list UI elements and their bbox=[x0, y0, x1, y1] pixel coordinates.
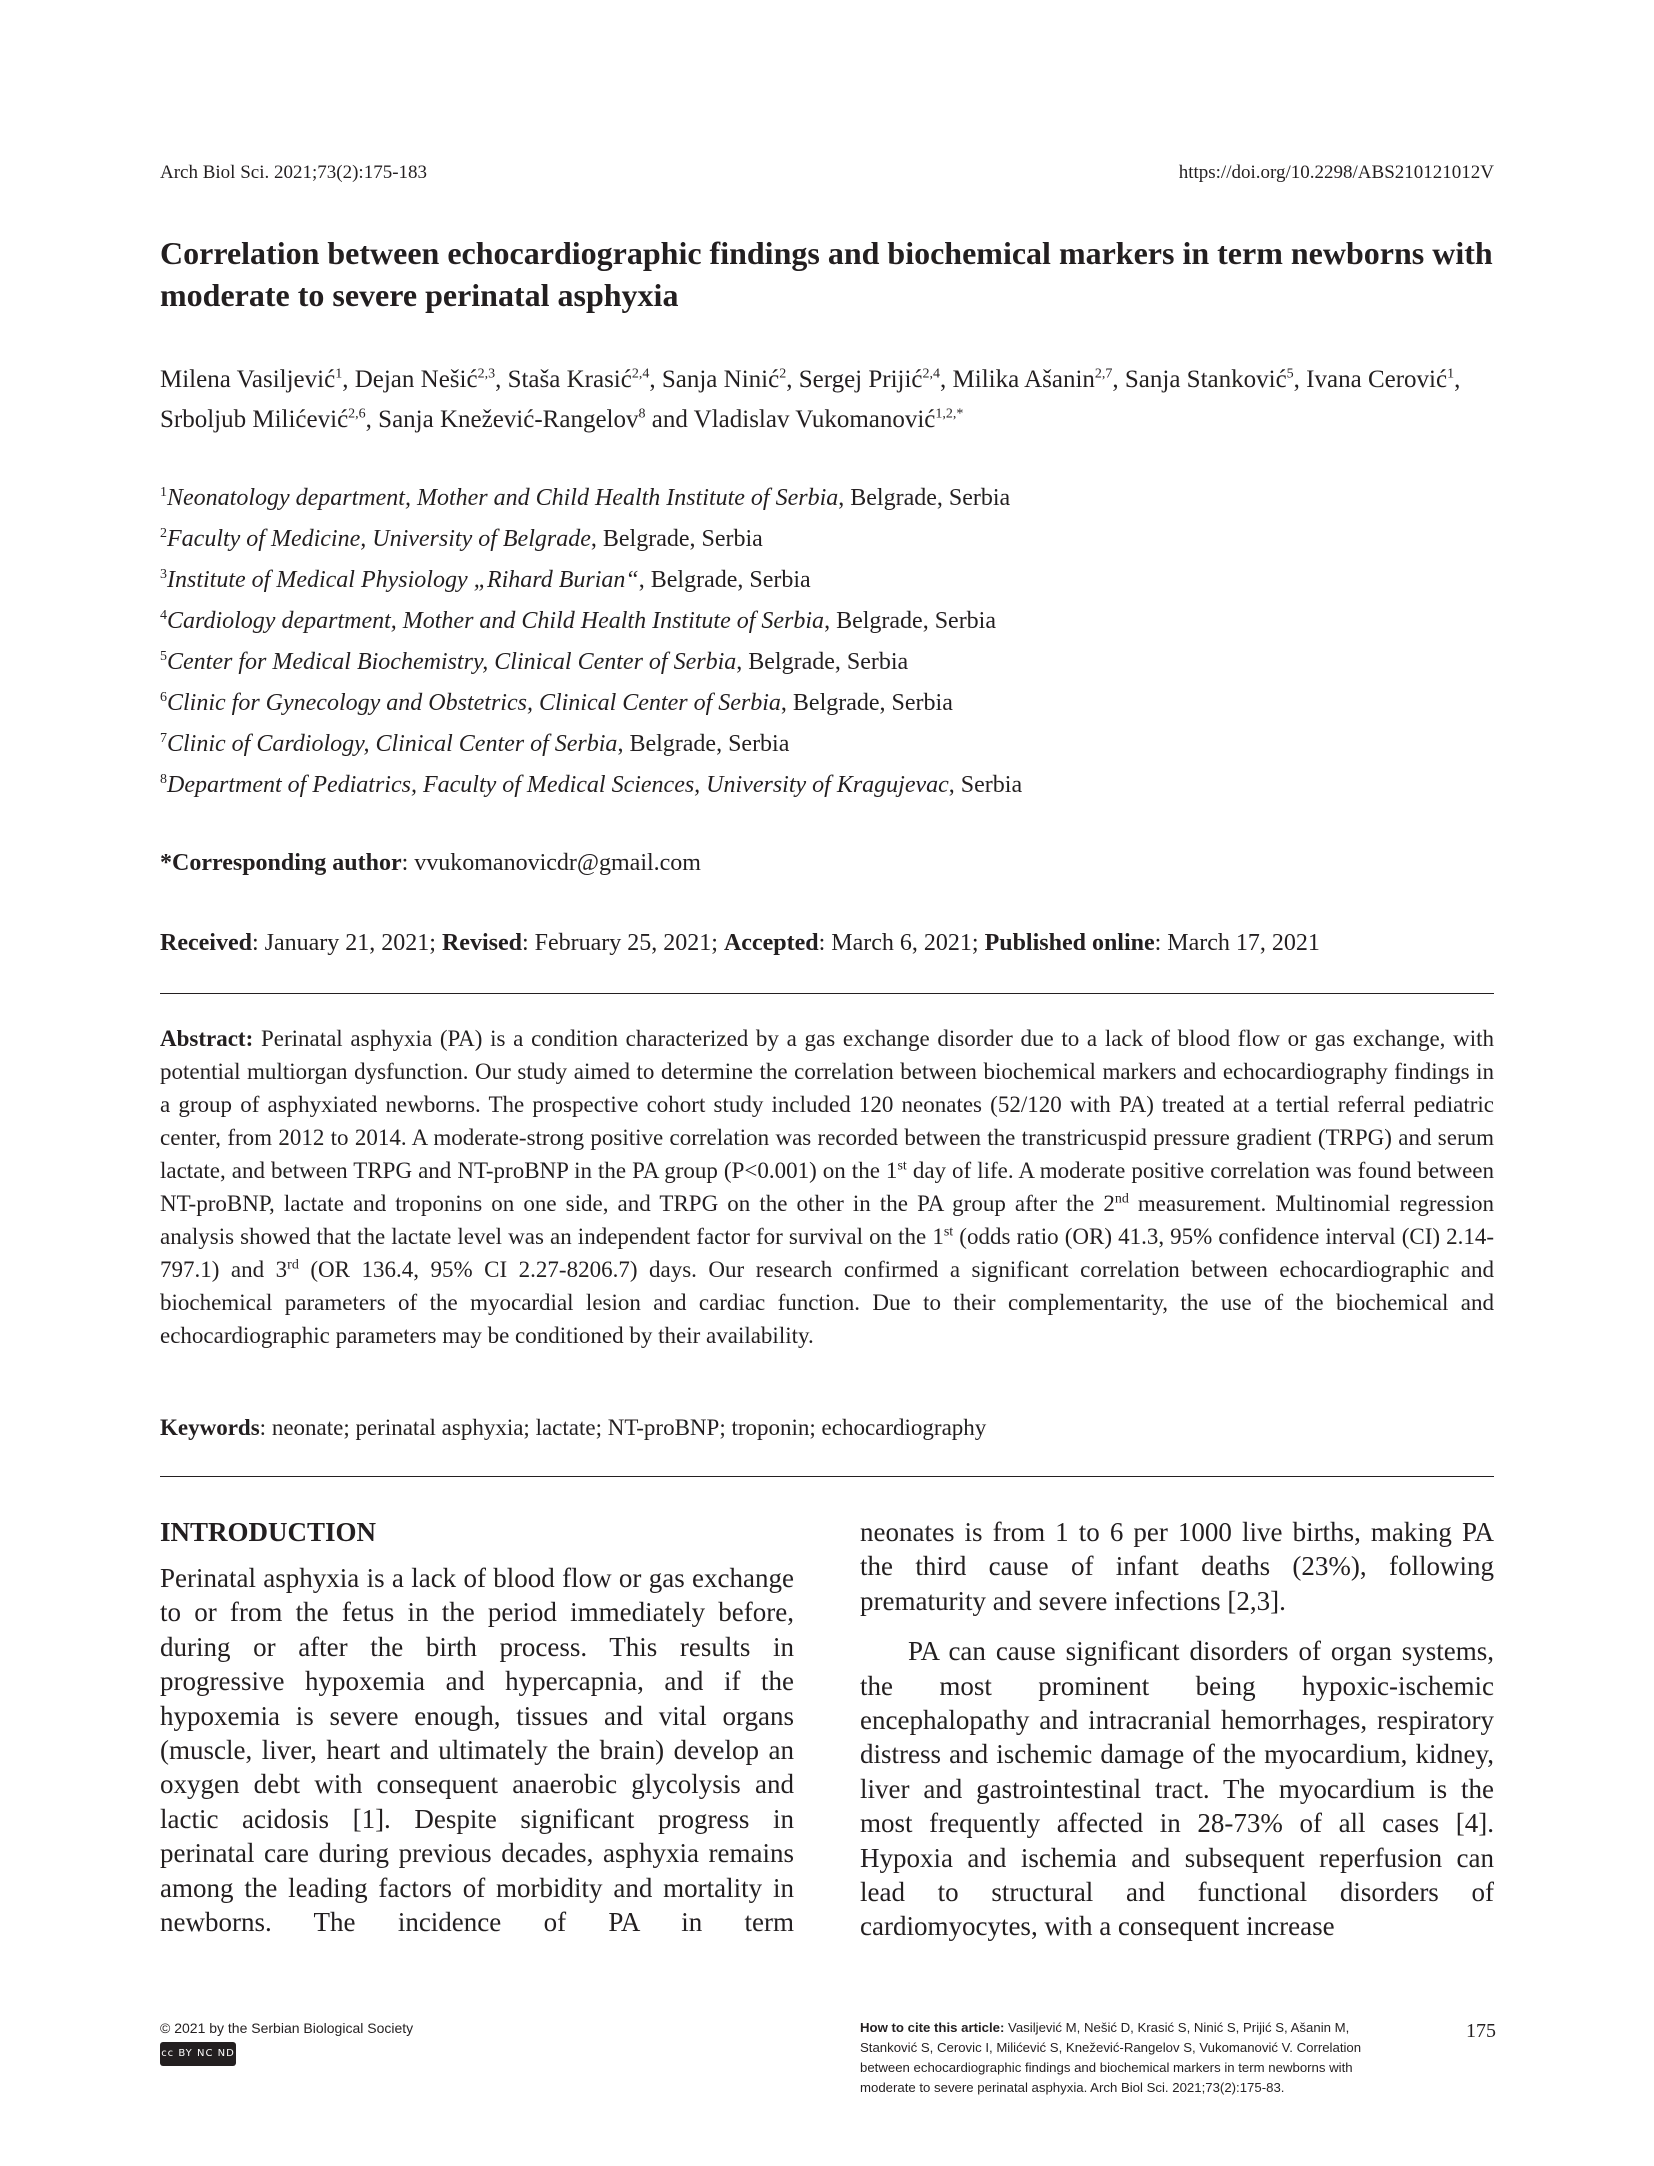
affiliation-location: , Belgrade, Serbia bbox=[638, 567, 811, 593]
affiliation-number: 2 bbox=[160, 526, 167, 541]
author-affiliation-marker: 1 bbox=[335, 366, 343, 382]
published-date: March 17, 2021 bbox=[1167, 930, 1320, 956]
author-name: Staša Krasić bbox=[507, 366, 632, 393]
affiliation-number: 8 bbox=[160, 772, 167, 787]
footer-citation bbox=[860, 2018, 1390, 2098]
author-name: Milika Ašanin bbox=[952, 366, 1095, 393]
author-name: Sanja Ninić bbox=[661, 366, 780, 393]
affiliation-location: , Belgrade, Serbia bbox=[736, 649, 909, 675]
affiliation-item bbox=[160, 642, 1494, 683]
corresponding-label: *Corresponding author bbox=[160, 850, 402, 876]
affiliation-institution: Clinic for Gynecology and Obstetrics, Clinical Center of Serbia bbox=[167, 690, 781, 716]
author-name: Srboljub Milićević bbox=[160, 406, 349, 433]
article-dates: Received: January 21, 2021; Revised: February 25, 2021; Accepted: March 6, 2021; Published online: March 17, 2021 bbox=[160, 930, 1320, 956]
affiliation-item bbox=[160, 519, 1494, 560]
affiliation-item bbox=[160, 560, 1494, 601]
abstract-sup-4: rd bbox=[287, 1257, 299, 1273]
doi-link[interactable]: https://doi.org/10.2298/ABS210121012V bbox=[1178, 162, 1494, 183]
affiliation-number: 1 bbox=[160, 485, 167, 500]
journal-reference: Arch Biol Sci. 2021;73(2):175-183 bbox=[160, 162, 428, 183]
affiliation-institution: Clinic of Cardiology, Clinical Center of Serbia bbox=[167, 731, 618, 757]
abstract-sup-1: st bbox=[897, 1158, 907, 1174]
cite-label: How to cite this article: bbox=[860, 2020, 1005, 2035]
accepted-date: March 6, 2021 bbox=[831, 930, 972, 956]
intro-paragraph-1: Perinatal asphyxia is a lack of blood flow or gas exchange to or from the fetus in the period immediately before, during or after the birth process. This results in progressive hypoxemia and hypercapnia, and if the hypoxemia is severe enough, tissues and vital organs (muscle, liver, heart and ultimately the brain) develop an oxygen debt with consequent anaerobic glycolysis and lactic acidosis [1]. Despite significant progress in perinatal care during previous decades, asphyxia remains among the leading factors of morbidity and mortality in newborns. The incidence of PA in term bbox=[160, 1563, 794, 1938]
affiliation-location: , Belgrade, Serbia bbox=[824, 608, 996, 634]
corresponding-author: *Corresponding author: vvukomanovicdr@gmail.com bbox=[160, 850, 701, 876]
affiliation-number: 5 bbox=[160, 649, 167, 664]
affiliation-institution: Cardiology department, Mother and Child Health Institute of Serbia bbox=[167, 608, 825, 634]
body-column-left bbox=[160, 1515, 794, 1939]
published-label: Published online bbox=[984, 930, 1155, 956]
author-affiliation-marker: 1 bbox=[1447, 366, 1455, 382]
author-affiliation-marker: 8 bbox=[638, 406, 646, 422]
keywords: Keywords: neonate; perinatal asphyxia; lactate; NT-proBNP; troponin; echocardiography bbox=[160, 1415, 987, 1440]
section-heading-introduction: INTRODUCTION bbox=[160, 1517, 377, 1547]
author-affiliation-marker: 2,3 bbox=[477, 366, 496, 382]
affiliation-number: 4 bbox=[160, 608, 167, 623]
revised-label: Revised bbox=[441, 930, 522, 956]
affiliation-location: , Belgrade, Serbia bbox=[838, 485, 1011, 511]
body-column-right bbox=[860, 1515, 1494, 1944]
affiliation-item bbox=[160, 601, 1494, 642]
keywords-label: Keywords bbox=[160, 1415, 260, 1440]
author-affiliation-marker: 2,4 bbox=[631, 366, 650, 382]
intro-paragraph-1-continued: neonates is from 1 to 6 per 1000 live births, making PA the third cause of infant deaths (23%), following prematurity and severe infections [2,3]. bbox=[860, 1517, 1494, 1616]
affiliation-item bbox=[160, 765, 1494, 806]
revised-date: February 25, 2021 bbox=[534, 930, 712, 956]
affiliation-item bbox=[160, 724, 1494, 765]
affiliation-institution: Department of Pediatrics, Faculty of Medical Sciences, University of Kragujevac bbox=[167, 772, 949, 798]
abstract bbox=[160, 1022, 1494, 1352]
divider-top bbox=[160, 993, 1494, 994]
received-date: January 21, 2021 bbox=[264, 930, 430, 956]
affiliation-number: 6 bbox=[160, 690, 167, 705]
affiliation-location: , Belgrade, Serbia bbox=[780, 690, 953, 716]
author-affiliation-marker: 2 bbox=[779, 366, 787, 382]
author-name: Sergej Prijić bbox=[798, 366, 923, 393]
author-name: Ivana Cerović bbox=[1306, 366, 1448, 393]
running-head bbox=[160, 162, 1494, 188]
page-number: 175 bbox=[1466, 2020, 1496, 2042]
author-affiliation-marker: 2,6 bbox=[348, 406, 366, 422]
affiliation-location: , Serbia bbox=[948, 772, 1023, 798]
author-name: Dejan Nešić bbox=[354, 366, 478, 393]
affiliation-institution: Faculty of Medicine, University of Belgrade bbox=[167, 526, 591, 552]
author-name: Sanja Stanković bbox=[1124, 366, 1287, 393]
keywords-text: neonate; perinatal asphyxia; lactate; NT-proBNP; troponin; echocardiography bbox=[271, 1415, 987, 1440]
creative-commons-badge-icon[interactable]: cc BY NC ND bbox=[160, 2042, 236, 2066]
affiliation-location: , Belgrade, Serbia bbox=[617, 731, 790, 757]
affiliation-institution: Neonatology department, Mother and Child Health Institute of Serbia bbox=[167, 485, 839, 511]
author-name: Sanja Knežević-Rangelov bbox=[378, 406, 639, 433]
author-affiliation-marker: 2,4 bbox=[922, 366, 941, 382]
received-label: Received bbox=[160, 930, 252, 956]
affiliation-number: 7 bbox=[160, 731, 167, 746]
footer-copyright bbox=[160, 2020, 580, 2059]
affiliation-item bbox=[160, 478, 1494, 519]
abstract-text-2: day of life. A moderate positive correlation was found between NT-proBNP, lactate and troponins on one side, and TRPG on the other in the PA group after the 2 bbox=[160, 1158, 1494, 1216]
accepted-label: Accepted bbox=[723, 930, 819, 956]
intro-paragraph-2: PA can cause significant disorders of organ systems, the most prominent being hypoxic-ischemic encephalopathy and intracranial hemorrhages, respiratory distress and ischemic damage of the myocardium, kidney, liver and gastrointestinal tract. The myocardium is the most frequently affected in 28-73% of all cases [4]. Hypoxia and ischemia and subsequent reperfusion can lead to structural and functional disorders of cardiomyocytes, with a consequent increase bbox=[860, 1636, 1494, 1942]
author-name: Milena Vasiljević bbox=[160, 366, 336, 393]
affiliation-institution: Institute of Medical Physiology „Rihard Burian“ bbox=[167, 567, 639, 593]
author-affiliation-marker: 5 bbox=[1286, 366, 1294, 382]
divider-bottom bbox=[160, 1476, 1494, 1477]
affiliation-number: 3 bbox=[160, 567, 167, 582]
abstract-text-4: (odds ratio (OR) 41.3, 95% confidence interval (CI) 2.14-797.1) and 3 bbox=[160, 1224, 1494, 1282]
abstract-sup-3: st bbox=[943, 1224, 954, 1240]
affiliation-institution: Center for Medical Biochemistry, Clinical Center of Serbia bbox=[167, 649, 737, 675]
author-list: Milena Vasiljević$^1$, Dejan Nešić$^{2,3}$, Staša Krasić$^{2,4}$, Sanja Ninić$^2$, Sergej Prijić$^{2,4}$, Milika Ašanin$^{2,7}$, Sanja Stanković$^5$, Ivana Cerović$^1$, Srboljub Milićević$^{2,6}$, Sanja Knežević-Rangelov$^8$ and Vladislav Vukomanović$^{1,2,*}$ bbox=[160, 366, 1461, 433]
abstract-text-1: Perinatal asphyxia (PA) is a condition characterized by a gas exchange disorder due to a lack of blood flow or gas exchange, with potential multiorgan dysfunction. Our study aimed to determine the correlation between biochemical markers and echocardiography findings in a group of asphyxiated newborns. The prospective cohort study included 120 neonates (52/120 with PA) treated at a tertial referral pediatric center, from 2012 to 2014. A moderate-strong positive correlation was recorded between the transtricuspid pressure gradient (TRPG) and serum lactate, and between TRPG and NT-proBNP in the PA group (P<0.001) on the 1 bbox=[160, 1026, 1494, 1183]
affiliation-item bbox=[160, 683, 1494, 724]
abstract-text-5: (OR 136.4, 95% CI 2.27-8206.7) days. Our research confirmed a significant correlation between echocardiographic and biochemical parameters of the myocardial lesion and cardiac function. Due to their complementarity, the use of the biochemical and echocardiographic parameters may be conditioned by their availability. bbox=[160, 1257, 1494, 1348]
abstract-sup-2: nd bbox=[1114, 1191, 1129, 1207]
abstract-text-3: measurement. Multinomial regression analysis showed that the lactate level was an independent factor for survival on the 1 bbox=[160, 1191, 1494, 1249]
affiliation-location: , Belgrade, Serbia bbox=[590, 526, 763, 552]
author-affiliation-marker: 2,7 bbox=[1094, 366, 1113, 382]
author-affiliation-marker: 1,2,* bbox=[935, 406, 964, 422]
copyright-text: © 2021 by the Serbian Biological Society bbox=[160, 2020, 414, 2036]
abstract-label: Abstract: bbox=[160, 1026, 254, 1051]
author-name: Vladislav Vukomanović bbox=[693, 406, 936, 433]
article-title: Correlation between echocardiographic findings and biochemical markers in term newborns with moderate to severe perinatal asphyxia bbox=[160, 235, 1493, 313]
affiliation-list bbox=[160, 478, 1494, 806]
cite-text: Vasiljević M, Nešić D, Krasić S, Ninić S, Prijić S, Ašanin M, Stanković S, Cerovic I, Milićević S, Knežević-Rangelov S, Vukomanović V. Correlation between echocardiographic findings and biochemical markers in term newborns with moderate to severe perinatal asphyxia. Arch Biol Sci. 2021;73(2):175-83. bbox=[860, 2020, 1362, 2095]
corresponding-email[interactable]: vvukomanovicdr@gmail.com bbox=[414, 850, 701, 876]
